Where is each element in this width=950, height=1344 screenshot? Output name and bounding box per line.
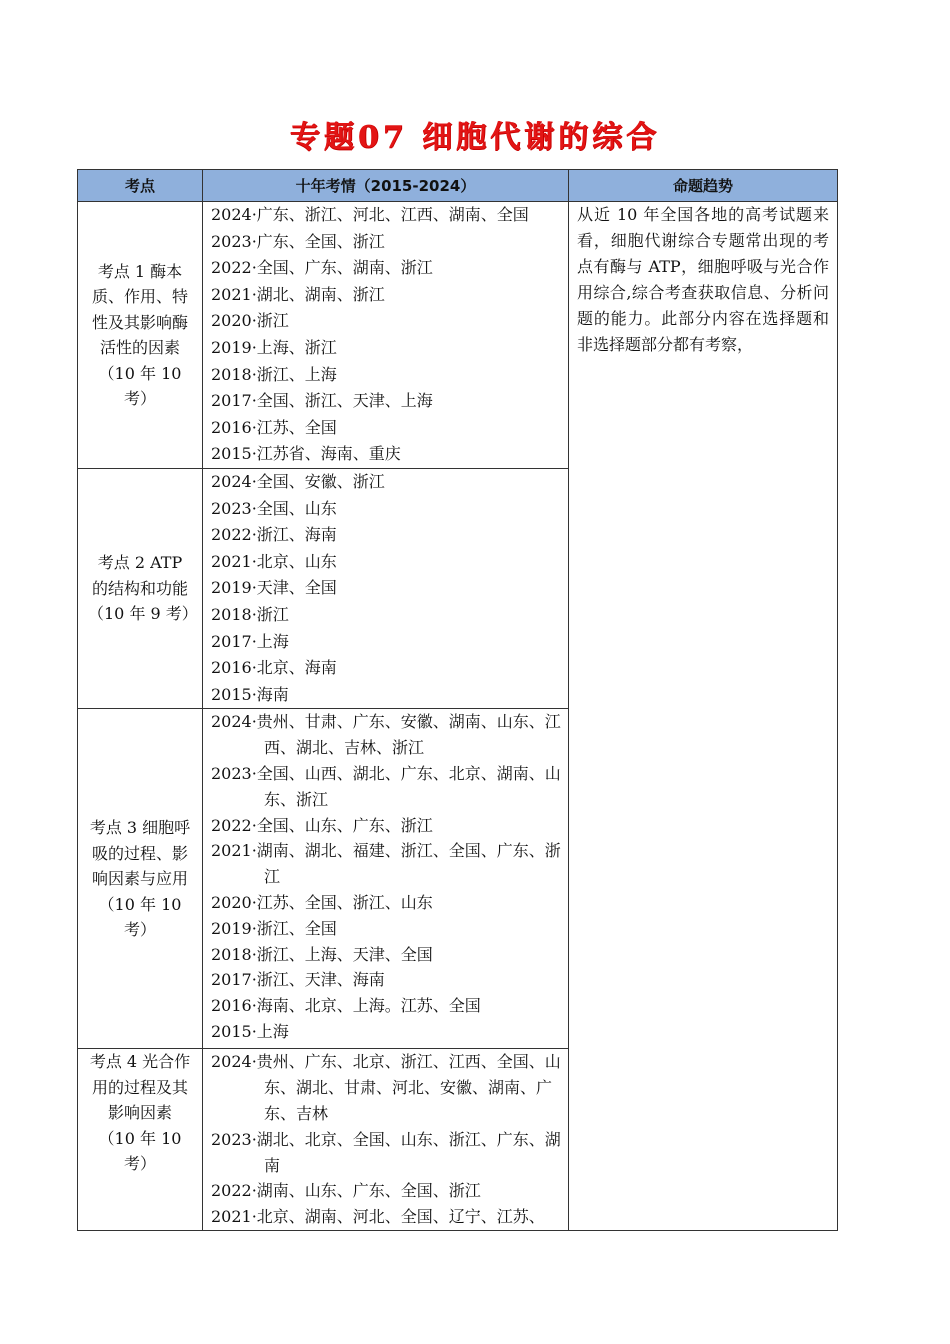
years-cell — [203, 469, 569, 709]
year-entry: 2017·全国、浙江、天津、上海 — [211, 391, 433, 411]
trend-text: 从近 10 年全国各地的高考试题来看，细胞代谢综合专题常出现的考点有酶与 ATP，细胞呼吸与光合作用综合,综合考查获取信息、分析问题的能力。此部分内容在选择题和非选择题部分都有考察， — [577, 205, 829, 354]
year-entry: 2016·江苏、全国 — [211, 417, 337, 437]
year-entry: 2022·湖南、山东、广东、全国、浙江 — [211, 1181, 481, 1201]
table-header-row — [78, 170, 838, 202]
year-entry: 2021·北京、湖南、河北、全国、辽宁、江苏、 — [211, 1207, 545, 1227]
topic-cell — [78, 202, 203, 469]
table-row — [78, 202, 838, 469]
year-entry: 2016·海南、北京、上海。江苏、全国 — [211, 996, 481, 1016]
year-entry: 2015·海南 — [211, 684, 289, 704]
year-entry: 2021·湖南、湖北、福建、浙江、全国、广东、浙江 — [211, 841, 561, 887]
year-entry: 2023·湖北、北京、全国、山东、浙江、广东、湖南 — [211, 1129, 561, 1175]
year-entry: 2022·浙江、海南 — [211, 525, 337, 545]
topic-title: 考点 3 细胞呼吸的过程、影响因素与应用 — [89, 818, 191, 889]
year-entry: 2023·广东、全国、浙江 — [211, 231, 385, 251]
exam-analysis-table — [77, 169, 838, 1231]
year-entry: 2024·贵州、甘肃、广东、安徽、湖南、山东、江西、湖北、吉林、浙江 — [211, 712, 561, 758]
year-entry: 2021·湖北、湖南、浙江 — [211, 284, 385, 304]
topic-cell — [78, 469, 203, 709]
year-entry: 2017·上海 — [211, 631, 289, 651]
trend-cell — [569, 202, 838, 1231]
year-entry: 2019·上海、浙江 — [211, 337, 337, 357]
page-title: 专题07 细胞代谢的综合 — [289, 120, 661, 155]
year-entry: 2022·全国、广东、湖南、浙江 — [211, 258, 433, 278]
year-entry: 2023·全国、山东 — [211, 498, 337, 518]
header-trend: 命题趋势 — [569, 170, 838, 202]
year-entry: 2024·广东、浙江、河北、江西、湖南、全国 — [211, 205, 529, 224]
year-entry: 2022·全国、山东、广东、浙江 — [211, 815, 433, 835]
year-entry: 2015·上海 — [211, 1021, 289, 1041]
header-topic: 考点 — [78, 170, 203, 202]
topic-cell — [78, 709, 203, 1049]
topic-title: 考点 2 ATP 的结构和功能 — [91, 553, 188, 598]
year-entry: 2024·贵州、广东、北京、浙江、江西、全国、山东、湖北、甘肃、河北、安徽、湖南、广东、吉林 — [211, 1052, 561, 1123]
years-cell — [203, 202, 569, 469]
topic-count: （10 年 10 考） — [98, 1128, 182, 1174]
topic-count: （10 年 9 考） — [88, 604, 198, 624]
year-entry: 2018·浙江 — [211, 604, 289, 624]
header-years: 十年考情（2015-2024） — [203, 170, 569, 202]
years-cell — [203, 709, 569, 1049]
topic-title: 考点 1 酶本质、作用、特性及其影响酶活性的因素 — [91, 261, 188, 357]
year-entry: 2019·浙江、全国 — [211, 918, 337, 938]
year-entry: 2018·浙江、上海、天津、全国 — [211, 944, 433, 964]
year-entry: 2015·江苏省、海南、重庆 — [211, 444, 401, 464]
year-entry: 2016·北京、海南 — [211, 658, 337, 678]
topic-count: （10 年 10 考） — [98, 363, 182, 408]
year-entry: 2017·浙江、天津、海南 — [211, 970, 385, 990]
years-cell — [203, 1049, 569, 1231]
topic-cell — [78, 1049, 203, 1231]
year-entry: 2023·全国、山西、湖北、广东、北京、湖南、山东、浙江 — [211, 763, 561, 809]
year-entry: 2020·江苏、全国、浙江、山东 — [211, 892, 433, 912]
topic-title: 考点 4 光合作用的过程及其影响因素 — [89, 1052, 191, 1123]
year-entry: 2019·天津、全国 — [211, 578, 337, 598]
year-entry: 2020·浙江 — [211, 311, 289, 331]
year-entry: 2024·全国、安徽、浙江 — [211, 472, 385, 491]
year-entry: 2018·浙江、上海 — [211, 364, 337, 384]
year-entry: 2021·北京、山东 — [211, 551, 337, 571]
topic-count: （10 年 10 考） — [98, 894, 182, 940]
